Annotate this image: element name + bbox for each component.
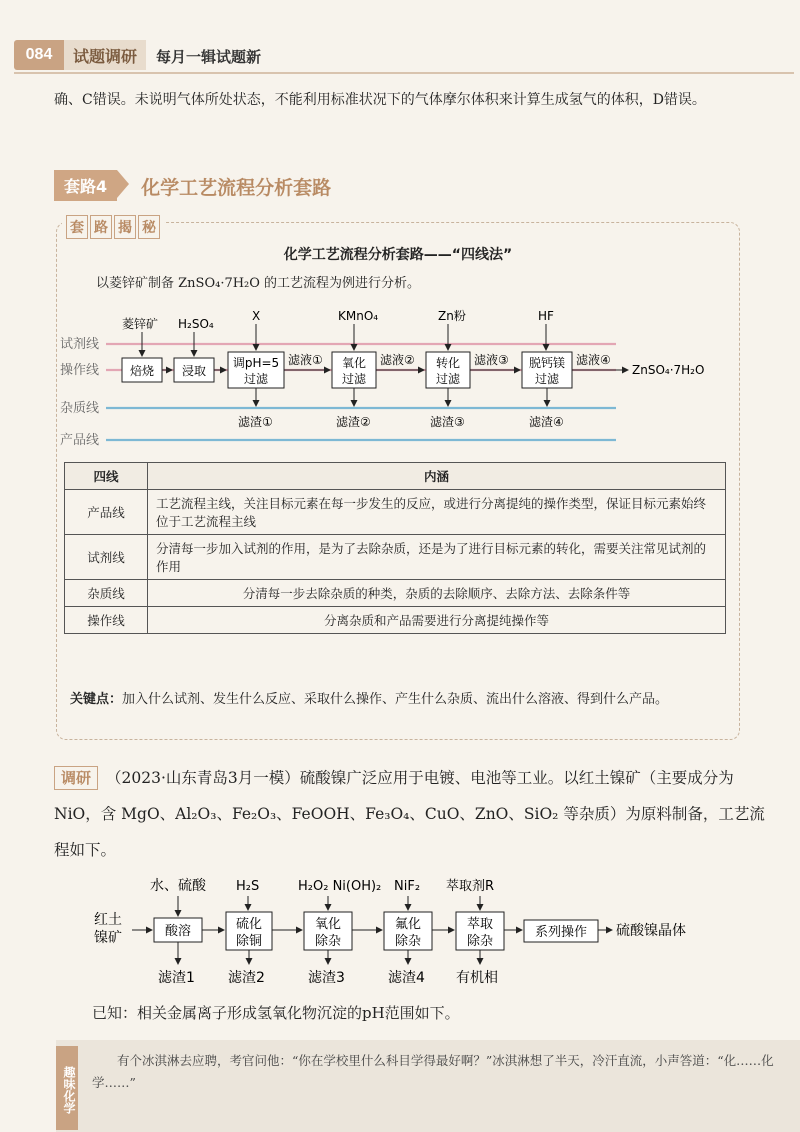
svg-text:除铜: 除铜 <box>235 934 263 949</box>
key-point-text: 加入什么试剂、发生什么反应、采取什么操作、产生什么杂质、流出什么溶液、得到什么产品。 <box>122 692 669 707</box>
four-lines-table <box>64 462 726 634</box>
key-point-label: 关键点： <box>70 692 123 707</box>
filtrate-label: 滤液② <box>380 353 415 367</box>
table-row: 产品线 工艺流程主线，关注目标元素在每一步发生的反应，或进行分离提纯的操作类型，保证目标元素始终位于工艺流程主线 <box>65 490 726 535</box>
svg-text:氧化: 氧化 <box>341 356 367 370</box>
joke-text: 有个冰淇淋去应聘，考官问他：“你在学校里什么科目学得最好啊？”冰淇淋想了半天，冷汗直流，小声答道：“化……化学……” <box>92 1053 774 1090</box>
svg-text:氟化: 氟化 <box>394 917 422 932</box>
page-number: 084 <box>14 40 64 70</box>
method-box-tag: 套 路 揭 秘 <box>62 215 164 239</box>
header-divider <box>14 72 794 74</box>
svg-text:调pH=5: 调pH=5 <box>232 356 280 370</box>
filtrate-label: 滤液① <box>288 353 323 367</box>
research-tag: 调研 <box>54 766 98 790</box>
technique-title: 化学工艺流程分析套路 <box>141 177 332 199</box>
table-row: 试剂线 分清每一步加入试剂的作用，是为了去除杂质，还是为了进行目标元素的转化，需要关注常见试剂的作用 <box>65 535 726 580</box>
process-reagent: NiF₂ <box>394 879 421 894</box>
reagent: KMnO₄ <box>338 309 379 323</box>
final-product: 硫酸镍晶体 <box>616 923 686 939</box>
process-reagent: 水、硫酸 <box>150 878 206 894</box>
reagent: 菱锌矿 <box>122 317 159 331</box>
process-output: 滤渣2 <box>228 970 265 986</box>
process-output: 有机相 <box>456 970 498 986</box>
joke-side-tag: 趣味化学 <box>56 1046 78 1130</box>
key-point <box>70 688 730 712</box>
magazine-title: 每月一辑试题新 <box>156 48 262 66</box>
table-row: 操作线 分离杂质和产品需要进行分离提纯操作等 <box>65 607 726 634</box>
section-tag: 试题调研 <box>64 40 146 70</box>
svg-text:过滤: 过滤 <box>435 372 461 386</box>
technique-banner <box>54 170 331 201</box>
raw-material: 镍矿 <box>94 930 122 946</box>
svg-text:酸溶: 酸溶 <box>164 924 192 939</box>
svg-text:系列操作: 系列操作 <box>534 925 588 940</box>
table-row: 杂质线 分清每一步去除杂质的种类，杂质的去除顺序、去除方法、去除条件等 <box>65 580 726 607</box>
svg-text:除杂: 除杂 <box>466 934 494 949</box>
line-label: 操作线 <box>60 363 100 378</box>
product-label: ZnSO₄·7H₂O <box>632 363 705 377</box>
process-reagent: 萃取剂R <box>446 879 495 894</box>
line-label: 杂质线 <box>60 401 100 416</box>
reagent: HF <box>538 309 554 323</box>
svg-text:焙烧: 焙烧 <box>129 364 155 378</box>
process-output: 滤渣4 <box>388 970 425 986</box>
research-text: （2023·山东青岛3月一模）硫酸镍广泛应用于电镀、电池等工业。以红土镍矿（主要成分为 NiO，含 MgO、Al₂O₃、Fe₂O₃、FeOOH、Fe₃O₄、CuO、ZnO、SiO₂ 等杂质）为原料制备，工艺流程如下。 <box>54 769 765 859</box>
svg-text:浸取: 浸取 <box>181 364 207 378</box>
residue-label: 滤渣① <box>238 415 273 429</box>
filtrate-label: 滤液③ <box>474 353 509 367</box>
continued-text: 确、C错误。未说明气体所处状态，不能利用标准状况下的气体摩尔体积来计算生成氢气的体积，D错误。 <box>54 92 706 108</box>
flow-title: 化学工艺流程分析套路——“四线法” <box>283 247 513 263</box>
table-header: 内涵 <box>148 463 726 490</box>
svg-text:氧化: 氧化 <box>314 917 342 932</box>
svg-text:萃取: 萃取 <box>466 917 494 932</box>
svg-text:转化: 转化 <box>435 356 461 370</box>
process-output: 滤渣1 <box>158 970 195 986</box>
svg-text:过滤: 过滤 <box>243 372 269 386</box>
svg-text:脱钙镁: 脱钙镁 <box>528 356 566 370</box>
svg-text:过滤: 过滤 <box>534 372 560 386</box>
filtrate-label: 滤液④ <box>576 353 611 367</box>
residue-label: 滤渣④ <box>529 415 564 429</box>
process-reagent: H₂S <box>236 879 260 894</box>
research-question <box>54 760 774 868</box>
residue-label: 滤渣③ <box>430 415 465 429</box>
four-line-flowchart <box>56 300 740 460</box>
reagent: H₂SO₄ <box>178 317 214 331</box>
process-output: 滤渣3 <box>308 970 345 986</box>
residue-label: 滤渣② <box>336 415 371 429</box>
technique-label: 套路4 <box>54 170 117 201</box>
table-header: 四线 <box>65 463 148 490</box>
reagent: Zn粉 <box>438 309 466 323</box>
reagent: X <box>252 309 261 323</box>
line-label: 试剂线 <box>60 337 100 352</box>
svg-text:过滤: 过滤 <box>341 372 367 386</box>
known-condition: 已知：相关金属离子形成氢氧化物沉淀的pH范围如下。 <box>92 1004 460 1022</box>
chevron-right-icon <box>117 170 129 198</box>
flow-intro: 以菱锌矿制备 ZnSO₄·7H₂O 的工艺流程为例进行分析。 <box>96 276 421 291</box>
process-reagent: H₂O₂ Ni(OH)₂ <box>298 879 382 894</box>
process-flowchart <box>90 872 730 992</box>
raw-material: 红土 <box>94 912 122 928</box>
svg-text:除杂: 除杂 <box>314 934 342 949</box>
line-label: 产品线 <box>60 433 100 448</box>
svg-text:除杂: 除杂 <box>394 934 422 949</box>
svg-text:硫化: 硫化 <box>235 917 263 932</box>
